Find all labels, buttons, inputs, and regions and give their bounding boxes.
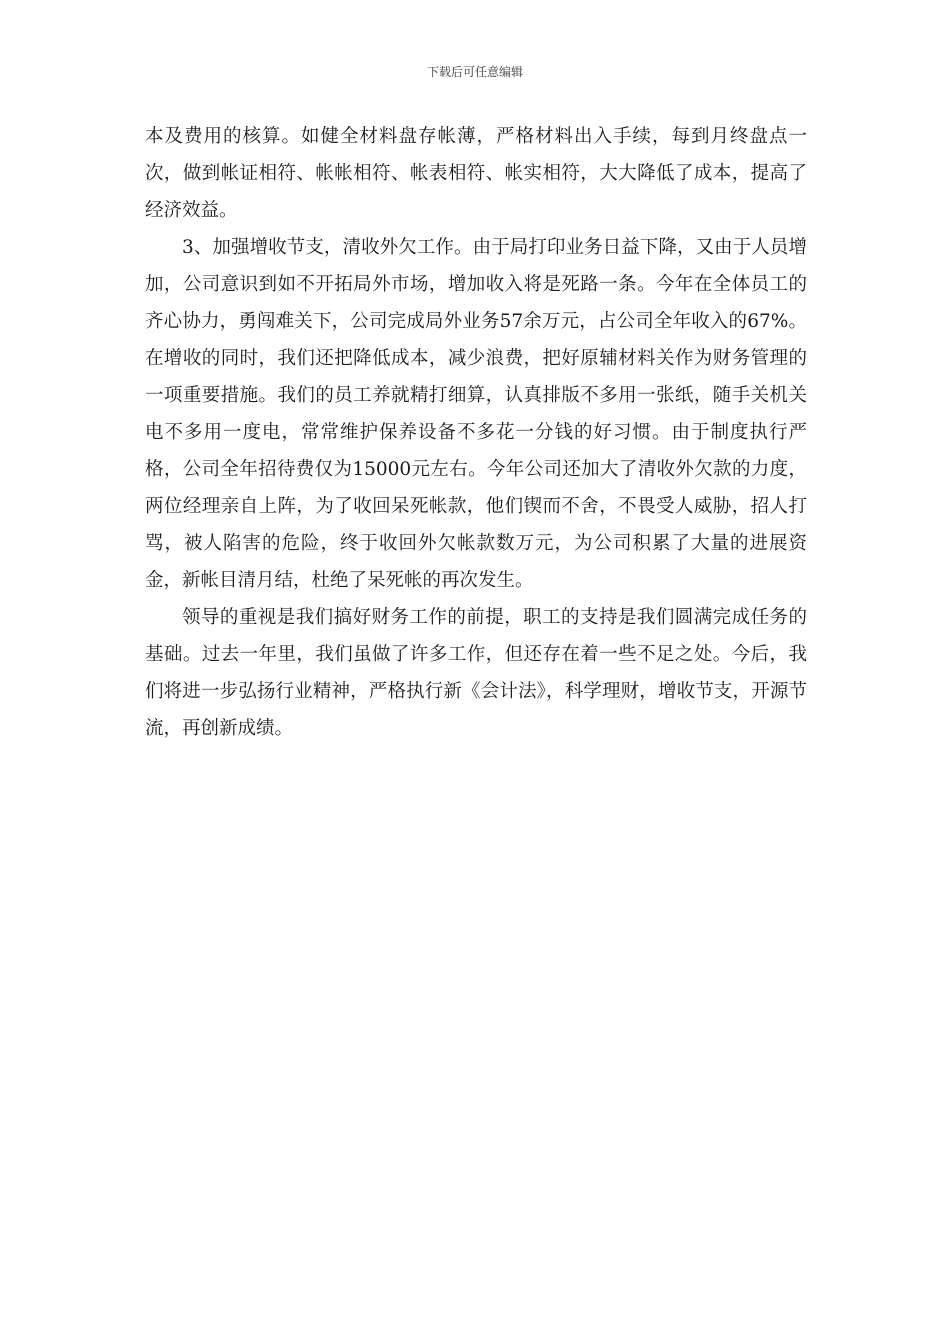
- paragraph-revenue-collection: 3、加强增收节支，清收外欠工作。由于局打印业务日益下降，又由于人员增加，公司意识到如不开拓局外市场，增加收入将是死路一条。今年在全体员工的齐心协力，勇闯难关下，公司完成局外业务57余万元，占公司全年收入的67%。在增收的同时，我们还把降低成本，减少浪费，把好原辅材料关作为财务管理的一项重要措施。我们的员工养就精打细算，认真排版不多用一张纸，随手关机关电不多用一度电，常常维护保养设备不多花一分钱的好习惯。由于制度执行严格，公司全年招待费仅为15000元左右。今年公司还加大了清收外欠款的力度，两位经理亲自上阵，为了收回呆死帐款，他们锲而不舍，不畏受人威胁，招人打骂，被人陷害的危险，终于收回外欠帐款数万元，为公司积累了大量的进展资金，新帐目清月结，杜绝了呆死帐的再次发生。: [145, 237, 807, 591]
- paragraph-conclusion: 领导的重视是我们搞好财务工作的前提，职工的支持是我们圆满完成任务的基础。过去一年里，我们虽做了许多工作，但还存在着一些不足之处。今后，我们将进一步弘扬行业精神，严格执行新《会计法》，科学理财，增收节支，开源节流，再创新成绩。: [145, 607, 807, 739]
- page-header-note: 下载后可任意编辑: [426, 65, 523, 79]
- document-body: [145, 118, 807, 747]
- paragraph-cost-accounting: 本及费用的核算。如健全材料盘存帐薄，严格材料出入手续，每到月终盘点一次，做到帐证相符、帐帐相符、帐表相符、帐实相符，大大降低了成本，提高了经济效益。: [145, 126, 807, 221]
